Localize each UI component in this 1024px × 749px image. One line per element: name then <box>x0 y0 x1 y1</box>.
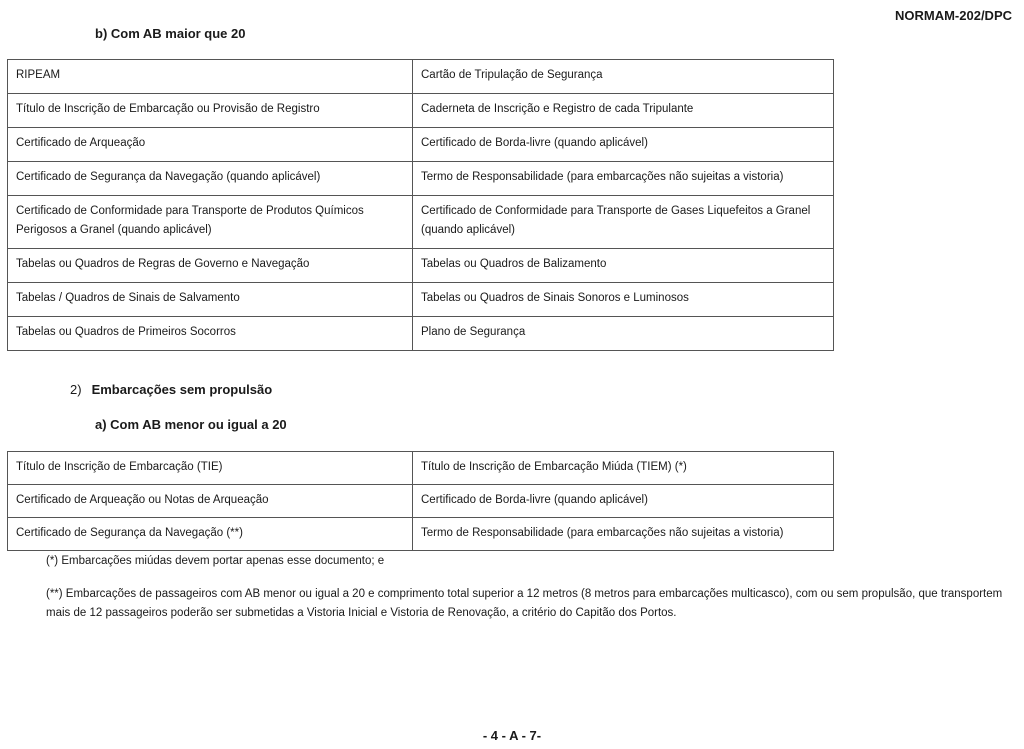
document-reference: NORMAM-202/DPC <box>894 8 1012 23</box>
table-cell: Plano de Segurança <box>413 317 834 351</box>
documents-table-ab-greater-20 <box>7 59 834 351</box>
table-cell: Título de Inscrição de Embarcação ou Provisão de Registro <box>8 94 413 128</box>
table-cell: Certificado de Conformidade para Transporte de Gases Liquefeitos a Granel (quando aplicável) <box>413 196 834 249</box>
section-b-heading: b) Com AB maior que 20 <box>95 26 246 41</box>
footnote-single-asterisk: (*) Embarcações miúdas devem portar apenas esse documento; e <box>46 555 385 567</box>
table-row <box>8 128 834 162</box>
page-number: - 4 - A - 7- <box>482 728 542 743</box>
footnote-double-asterisk: (**) Embarcações de passageiros com AB menor ou igual a 20 e comprimento total superior a 12 metros (8 metros para embarcações multicasco), com ou sem propulsão, que transportem mais de 12 passageiros poderão ser submetidas a Vistoria Inicial e Vistoria de Renovação, a critério do Capitão dos Portos. <box>46 588 1003 619</box>
table-cell: Título de Inscrição de Embarcação (TIE) <box>8 452 413 485</box>
table-cell: Tabelas ou Quadros de Regras de Governo e Navegação <box>8 249 413 283</box>
documents-table-no-propulsion <box>7 451 834 551</box>
table-row <box>8 485 834 518</box>
table-cell: Caderneta de Inscrição e Registro de cada Tripulante <box>413 94 834 128</box>
table-cell: Certificado de Borda-livre (quando aplicável) <box>413 485 834 518</box>
table-row <box>8 317 834 351</box>
table-cell: Certificado de Borda-livre (quando aplicável) <box>413 128 834 162</box>
section-2-title: Embarcações sem propulsão <box>91 382 273 397</box>
table-cell: RIPEAM <box>8 60 413 94</box>
table-cell: Certificado de Conformidade para Transporte de Produtos Químicos Perigosos a Granel (quando aplicável) <box>8 196 413 249</box>
table-row <box>8 452 834 485</box>
table-cell: Tabelas ou Quadros de Balizamento <box>413 249 834 283</box>
table-row <box>8 196 834 249</box>
table-row <box>8 162 834 196</box>
table-cell: Certificado de Arqueação <box>8 128 413 162</box>
table-cell: Certificado de Segurança da Navegação (**) <box>8 518 413 551</box>
table-cell: Certificado de Arqueação ou Notas de Arqueação <box>8 485 413 518</box>
section-2-number: 2) <box>70 382 82 397</box>
table-cell: Termo de Responsabilidade (para embarcações não sujeitas a vistoria) <box>413 518 834 551</box>
section-2a-heading: a) Com AB menor ou igual a 20 <box>95 417 287 432</box>
table-row <box>8 283 834 317</box>
table-cell: Termo de Responsabilidade (para embarcações não sujeitas a vistoria) <box>413 162 834 196</box>
table-row <box>8 249 834 283</box>
table-cell: Tabelas ou Quadros de Primeiros Socorros <box>8 317 413 351</box>
table-cell: Tabelas ou Quadros de Sinais Sonoros e Luminosos <box>413 283 834 317</box>
table-row <box>8 60 834 94</box>
table-row <box>8 94 834 128</box>
table-cell: Cartão de Tripulação de Segurança <box>413 60 834 94</box>
section-2-heading <box>70 382 272 397</box>
table-cell: Certificado de Segurança da Navegação (quando aplicável) <box>8 162 413 196</box>
table-row <box>8 518 834 551</box>
table-cell: Título de Inscrição de Embarcação Miúda (TIEM) (*) <box>413 452 834 485</box>
table-cell: Tabelas / Quadros de Sinais de Salvamento <box>8 283 413 317</box>
